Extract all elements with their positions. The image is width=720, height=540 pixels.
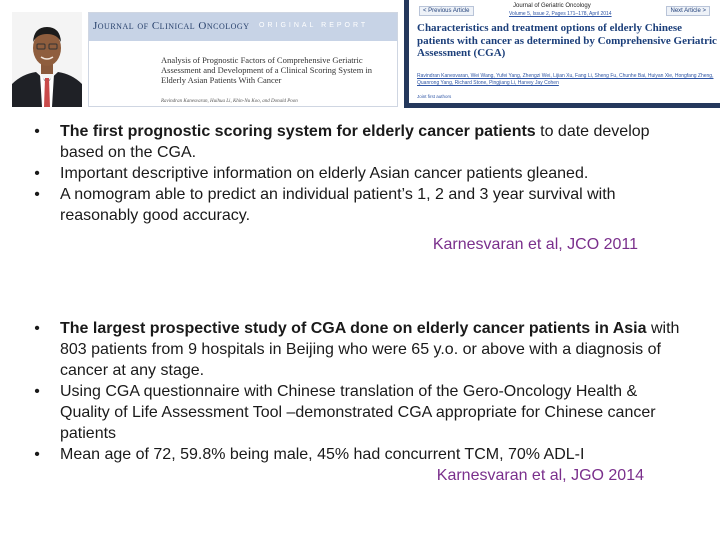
bullet-dot: •: [34, 446, 40, 463]
jgo-article-image: [404, 0, 720, 108]
jgo-bullet-list: [0, 318, 720, 465]
citation: Karnesvaran et al, JCO 2011: [432, 236, 638, 253]
list-item: [0, 163, 720, 184]
jco-journal-name: Journal of Clinical Oncology: [93, 20, 250, 32]
list-item: [0, 121, 720, 163]
jco-summary: [0, 121, 720, 255]
jgo-author-notes[interactable]: Joint first authors: [417, 94, 452, 99]
bullet-emphasis: The largest prospective study of CGA done on elderly cancer patients in Asia: [60, 320, 647, 337]
bullet-emphasis: The first prognostic scoring system for elderly cancer patients: [60, 123, 536, 140]
bullet-text: with 803 patients from 9 hospitals in Beijing who were 65 y.o. or above with a diagnosis of cancer at any stage.: [60, 320, 680, 379]
list-item: [0, 381, 720, 444]
bullet-dot: •: [34, 186, 40, 203]
jco-article-authors: Ravindran Kanesvaran, Huihua Li, Khin-Nu Koo, and Donald Poon: [161, 99, 298, 104]
previous-article-link[interactable]: < Previous Article: [419, 6, 474, 16]
bullet-text: to date develop based on the CGA.: [60, 123, 650, 161]
jgo-article-authors[interactable]: Ravindran Kanesvaran, Wei Wang, Yufei Yang, Zhengzi Wei, Lijian Xu, Fang Li, Sheng Fu, Chunhe Bai, Huiyan Xie, Hongfang Zheng, Quanrong Yang, Richard Stone, Pingjiang Li, Harvey Jay Cohen: [417, 73, 714, 86]
bullet-text: A nomogram able to predict an individual patient’s 1, 2 and 3 year survival with reasonably good accuracy.: [60, 186, 616, 224]
bullet-dot: •: [34, 123, 40, 140]
list-item: [0, 444, 720, 465]
list-item: [0, 184, 720, 226]
author-portrait: [12, 12, 82, 107]
next-article-link[interactable]: Next Article >: [666, 6, 710, 16]
bullet-dot: •: [34, 320, 40, 337]
jco-article-image: [88, 12, 398, 107]
citation: Karnesvaran et al, JGO 2014: [436, 467, 644, 484]
bullet-text: Mean age of 72, 59.8% being male, 45% had concurrent TCM, 70% ADL-I: [60, 446, 585, 463]
list-item: [0, 318, 720, 381]
jgo-summary: [0, 318, 720, 486]
jco-article-title: Analysis of Prognostic Factors of Comprehensive Geriatric Assessment and Development of a Clinical Scoring System in Elderly Asian Patients With Cancer: [161, 55, 373, 85]
bullet-text: Important descriptive information on elderly Asian cancer patients gleaned.: [60, 165, 589, 182]
jgo-journal-name: Journal of Geriatric Oncology: [513, 3, 591, 9]
bullet-dot: •: [34, 383, 40, 400]
bullet-text: Using CGA questionnaire with Chinese translation of the Gero-Oncology Health & Quality of Life Assessment Tool –demonstrated CGA appropriate for Chinese cancer patients: [60, 383, 656, 442]
jgo-volume-link[interactable]: Volume 5, Issue 2, Pages 171–178, April 2014: [509, 11, 612, 17]
bullet-dot: •: [34, 165, 40, 182]
jco-bullet-list: [0, 121, 720, 226]
jco-report-type: ORIGINAL REPORT: [259, 22, 369, 29]
jgo-article-title: Characteristics and treatment options of elderly Chinese patients with cancer as determined by Comprehensive Geriatric Assessment (CGA): [417, 22, 717, 59]
